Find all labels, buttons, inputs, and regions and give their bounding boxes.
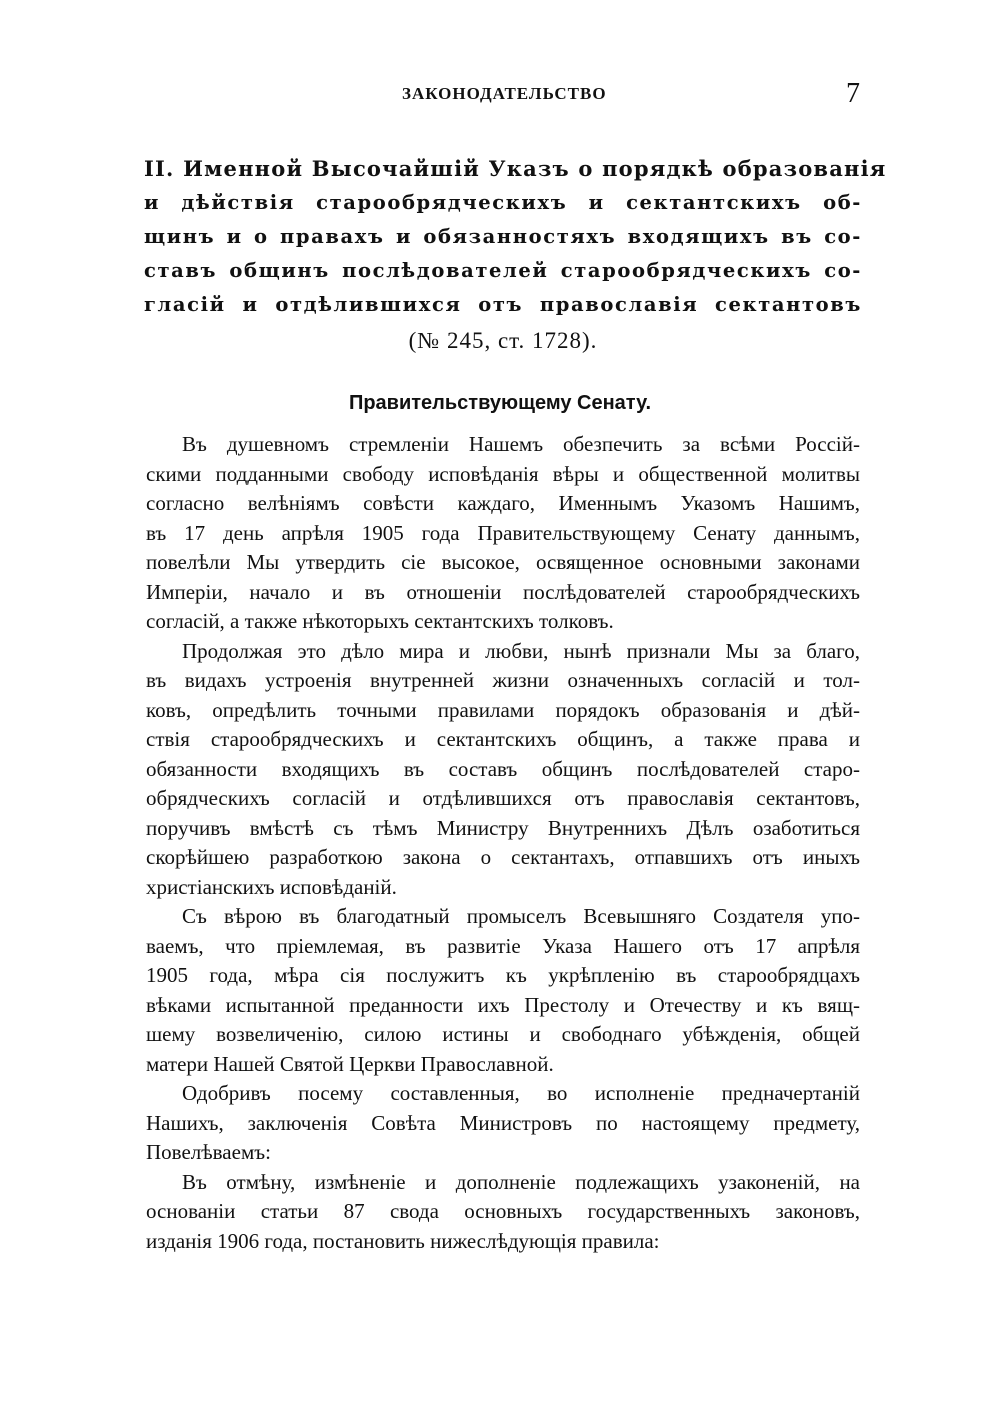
text-line: въ видахъ устроенiя внутренней жизни означенныхъ согласiй и тол- — [146, 668, 860, 692]
title-line: ставъ общинъ послѣдователей старообрядческихъ со- — [144, 259, 862, 282]
running-head: ЗАКОНОДАТЕЛЬСТВО — [402, 84, 607, 103]
paragraph — [146, 1168, 860, 1257]
title-line: II. Именной Высочайшiй Указъ о порядкѣ образованiя — [144, 156, 887, 181]
text-line: Повелѣваемъ: — [146, 1140, 271, 1164]
paragraph — [146, 637, 860, 903]
text-line: поручивъ вмѣстѣ съ тѣмъ Министру Внутреннихъ Дѣлъ озаботиться — [146, 815, 860, 840]
text-line: Продолжая это дѣло мира и любви, нынѣ признали Мы за благо, — [182, 638, 860, 663]
paragraph — [146, 1079, 860, 1168]
text-line: Нашихъ, заключенiя Совѣта Министровъ по настоящему предмету, — [146, 1110, 860, 1135]
text-line: ковъ, опредѣлить точными правилами порядокъ образованiя и дѣй- — [146, 697, 860, 722]
decree-title — [144, 152, 887, 358]
text-line: скими подданными свободу исповѣданiя вѣры и общественной молитвы — [146, 461, 860, 486]
text-line: христiанскихъ исповѣданiй. — [146, 874, 397, 899]
text-line: ваемъ, что прiемлемая, въ развитiе Указа Нашего отъ 17 апрѣля — [146, 933, 860, 958]
title-line: и дѣйствiя старообрядческихъ и сектантскихъ об- — [144, 191, 862, 214]
title-line: гласiй и отдѣлившихся отъ православiя сектантовъ — [144, 293, 862, 316]
text-line: обязанности входящихъ въ составъ общинъ послѣдователей старо- — [146, 756, 860, 781]
title-line: щинъ и о правахъ и обязанностяхъ входящихъ въ со- — [144, 225, 862, 248]
text-line: Въ отмѣну, измѣненiе и дополненiе подлежащихъ узаконенiй, на — [182, 1169, 860, 1194]
text-line: скорѣйшею разработкою закона о сектантахъ, отпавшихъ отъ иныхъ — [146, 845, 860, 869]
decree-body — [146, 430, 860, 1256]
text-line: 1905 года, мѣра сiя послужитъ къ укрѣпленiю въ старообрядцахъ — [146, 963, 860, 987]
text-line: повелѣли Мы утвердить сiе высокое, освященное основными законами — [146, 550, 860, 574]
text-line: согласiй, а также нѣкоторыхъ сектантскихъ толковъ. — [146, 609, 614, 633]
addressee-heading: Правительствующему Сенату. — [348, 392, 652, 414]
text-line: ствiя старообрядческихъ и сектантскихъ общинъ, а также права и — [146, 727, 860, 751]
text-line: Одобривъ посему составленныя, во исполненiе предначертанiй — [182, 1081, 860, 1105]
text-line: согласно велѣнiямъ совѣсти каждаго, Именнымъ Указомъ Нашимъ, — [146, 491, 860, 515]
text-line: вѣками испытанной преданности ихъ Престолу и Отечеству и къ вящ- — [146, 992, 860, 1017]
paragraph — [146, 902, 860, 1079]
text-line: въ 17 день апрѣля 1905 года Правительствующему Сенату даннымъ, — [146, 520, 860, 545]
text-line: изданiя 1906 года, постановить нижеслѣдующiя правила: — [146, 1228, 660, 1253]
page-number: 7 — [846, 78, 860, 109]
text-line: основанiи статьи 87 свода основныхъ государственныхъ законовъ, — [146, 1199, 860, 1223]
text-line: обрядческихъ согласiй и отдѣлившихся отъ православiя сектантовъ, — [146, 786, 860, 810]
paragraph — [146, 430, 860, 637]
text-line: матери Нашей Святой Церкви Православной. — [146, 1051, 554, 1076]
text-line: Имперiи, начало и въ отношенiи послѣдователей старообрядческихъ — [146, 579, 860, 604]
text-line: шему возвеличенiю, силою истины и свободнаго убѣжденiя, общей — [146, 1022, 860, 1046]
title-citation: (№ 245, ст. 1728). — [408, 328, 598, 353]
text-line: Съ вѣрою въ благодатный промыселъ Всевышняго Создателя упо- — [182, 904, 860, 928]
text-line: Въ душевномъ стремленiи Нашемъ обезпечить за всѣми Россiй- — [182, 432, 860, 456]
